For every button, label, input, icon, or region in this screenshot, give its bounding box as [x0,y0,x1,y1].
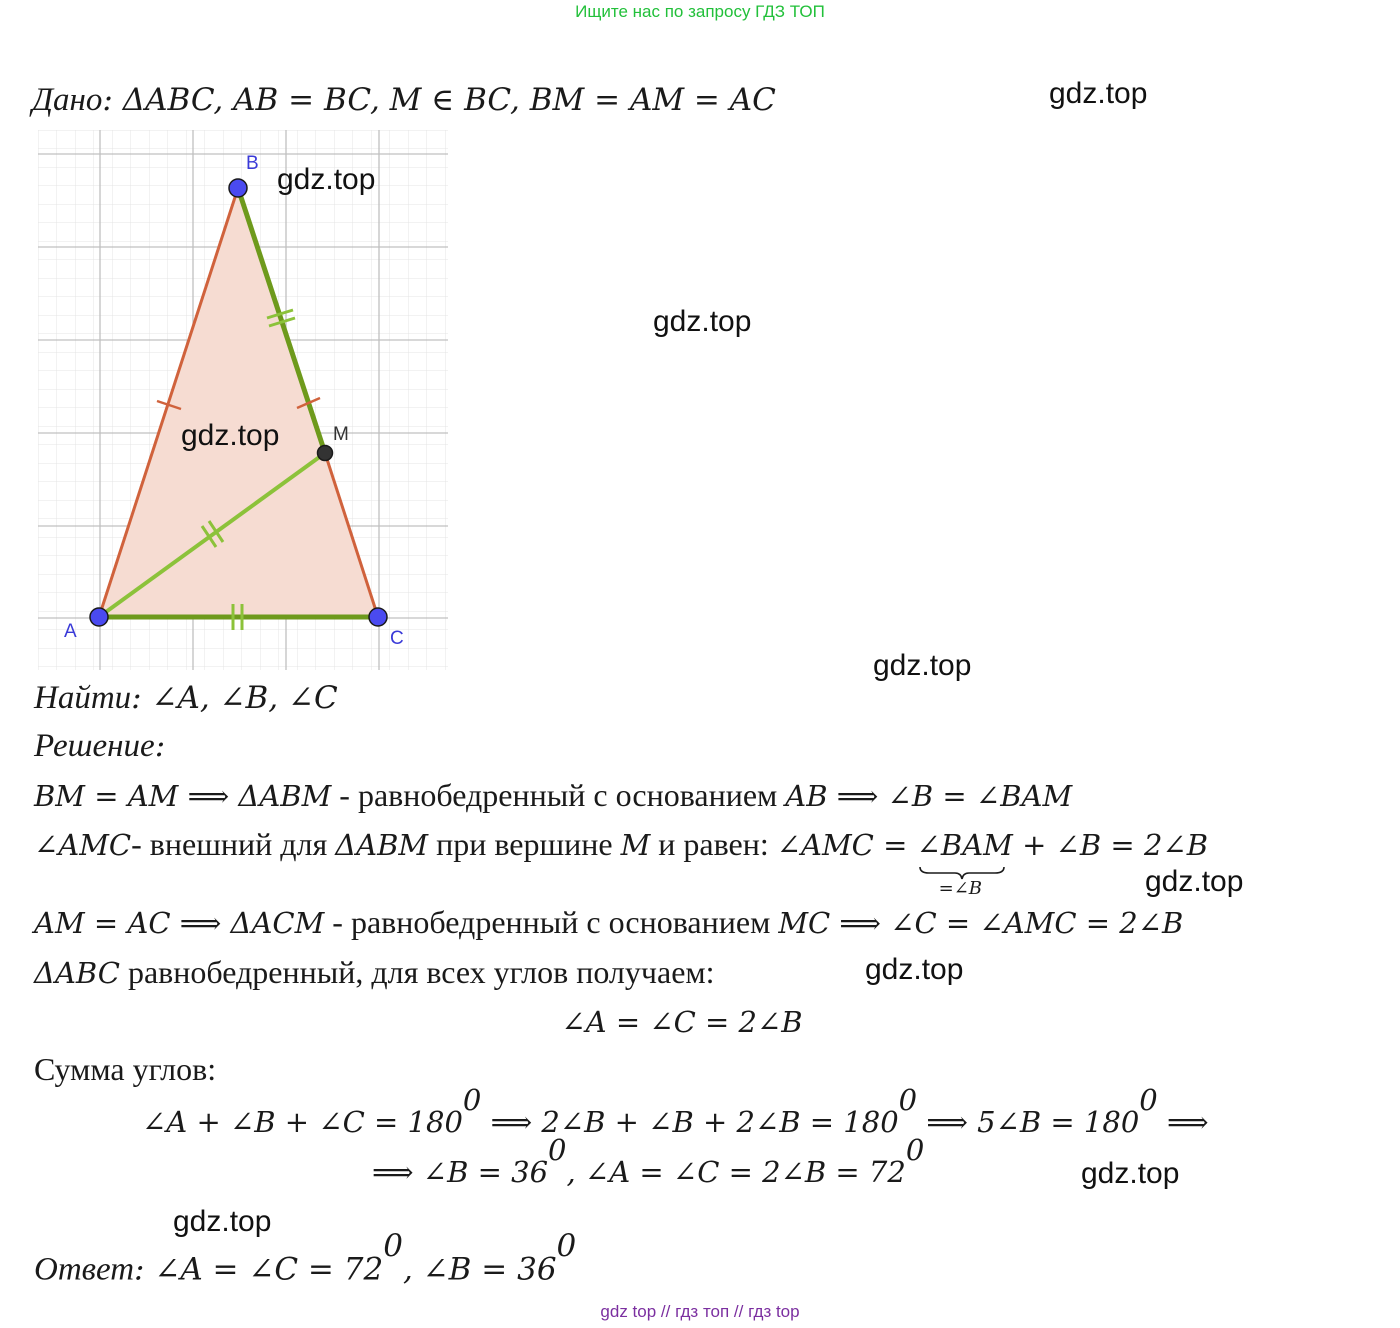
point-b [229,179,247,197]
expr: ∠BAM [916,828,1013,862]
solution-line-5 [0,1003,1382,1040]
triangle-figure [0,0,460,680]
top-banner: Ищите нас по запросу ГДЗ ТОП [575,2,825,21]
label-a: A [64,621,77,642]
text: - равнобедренный с основанием [324,904,779,940]
expr: ⟹ 2∠B + ∠B + 2∠B = 180 [481,1104,899,1139]
expr: + ∠B = 2∠B [1012,828,1209,862]
watermark: gdz.top [653,305,752,338]
degree: 0 [905,1133,925,1167]
expr: BM = AM ⟹ ΔABM [34,779,332,813]
watermark: gdz.top [173,1205,272,1238]
watermark: gdz.top [1049,77,1148,110]
point-c [369,608,387,626]
expr: ⟹ [1157,1104,1209,1139]
expr: MC ⟹ ∠C = ∠AMC = 2∠B [778,906,1184,940]
given-line: Дано: ΔABC, AB = BC, M ∈ BC, BM = AM = AC [32,82,776,118]
expr: ∠A = ∠C = 2∠B [561,1005,803,1039]
find-label: Найти [34,680,132,716]
sum-label: Сумма углов: [34,1051,217,1087]
expr: , ∠B = 36 [402,1251,557,1288]
answer-line: Ответ: ∠A = ∠C = $72^0$, ∠B = $36^0$ [34,1228,577,1288]
underbraced-term [916,828,1013,899]
find-statement: ∠A, ∠B, ∠C [151,680,338,716]
watermark: gdz.top [1081,1157,1180,1190]
solution-line-1 [34,777,1072,814]
solution-line-3 [34,904,1183,941]
degree: 0 [548,1133,567,1167]
expr: AB ⟹ ∠B = ∠BAM [785,779,1073,813]
point-a [90,608,108,626]
expr: AM = AC ⟹ ΔACM [34,906,325,940]
degree: 0 [1139,1083,1158,1117]
given-label: Дано [32,82,103,118]
find-line: Найти: ∠A, ∠B, ∠C [34,680,338,716]
solution-line-7 [372,1133,925,1190]
degree: 0 [383,1228,403,1264]
expr: ⟹ ∠B = 36 [372,1154,549,1189]
underbrace-label: =∠B [938,878,983,899]
expr: M [620,828,651,862]
text: равнобедренный, для всех углов получаем: [119,954,715,990]
solution-line-6 [142,1083,1209,1140]
text: - равнобедренный с основанием [331,777,786,813]
degree: 0 [898,1083,918,1117]
expr: ⟹ 5∠B = 180 [917,1104,1140,1139]
given-statement: ΔABC, AB = BC, M ∈ BC, BM = AM = AC [122,82,776,118]
answer-label: Ответ [34,1251,135,1288]
watermark: gdz.top [181,419,280,452]
expr: ∠AMC [34,828,132,862]
label-m: M [333,424,349,445]
text: и равен: [650,826,777,862]
bottom-banner: gdz top // гдз топ // гдз top [600,1302,800,1321]
degree: 0 [556,1228,577,1264]
watermark: gdz.top [873,649,972,682]
solution-label: Решение [34,728,155,764]
label-c: C [390,628,404,649]
expr: ∠A = ∠C = 72 [154,1251,384,1288]
expr: ∠A + ∠B + ∠C = 180 [142,1104,463,1139]
expr: ΔABM [335,828,429,862]
text: при вершине [428,826,621,862]
solution-line-4 [34,954,715,991]
expr: ΔABC [34,956,120,990]
label-b: B [246,153,259,174]
watermark: gdz.top [865,953,964,986]
expr: ∠AMC = [776,828,917,862]
degree: 0 [462,1083,482,1117]
solution-heading: Решение: [34,728,166,764]
expr: , ∠A = ∠C = 2∠B = 72 [566,1154,906,1189]
point-m [318,446,333,461]
watermark: gdz.top [277,163,376,196]
text: - внешний для [131,826,336,862]
watermark: gdz.top [1145,865,1244,898]
